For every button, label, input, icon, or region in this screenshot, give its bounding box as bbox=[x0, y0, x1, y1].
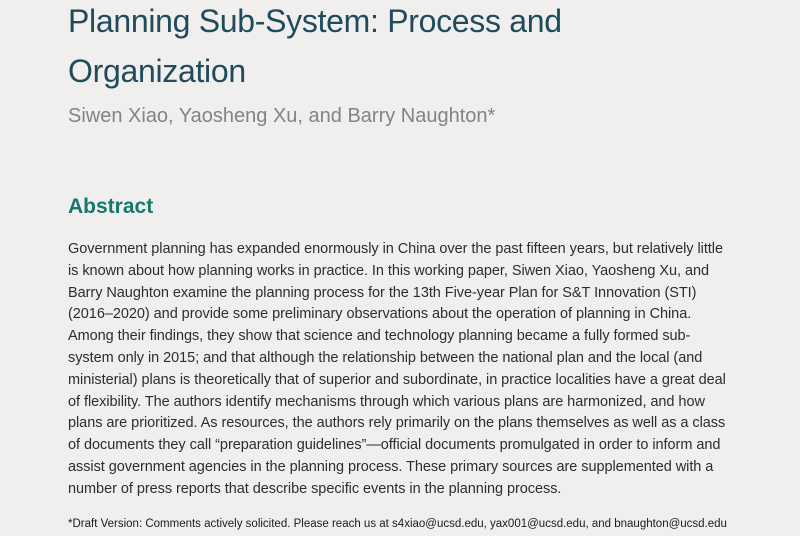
abstract-heading: Abstract bbox=[68, 195, 154, 218]
authors-line: Siwen Xiao, Yaosheng Xu, and Barry Naughton* bbox=[68, 105, 496, 127]
paper-title: Planning Sub-System: Process and Organization bbox=[68, 3, 562, 89]
abstract-text: Government planning has expanded enormously in China over the past fifteen years, but relatively little is known about how planning works in practice. In this working paper, Siwen Xiao, Yaosheng Xu, and Barry Naughton examine the planning process for the 13th Five-year Plan for S&T Innovation (STI) (2016–2020) and provide some preliminary observations about the operation of planning in China. Among their findings, they show that science and technology planning became a fully formed sub-system only in 2015; and that although the relationship between the national plan and the local (and ministerial) plans is theoretically that of superior and subordinate, in practice localities have a great deal of flexibility. The authors identify mechanisms through which various plans are harmonized, and how plans are prioritized. As resources, the authors rely primarily on the plans themselves as well as a class of documents they call “preparation guidelines”—official documents promulgated in order to inform and assist government agencies in the planning process. These primary sources are supplemented with a number of press reports that describe specific events in the planning process. bbox=[68, 241, 726, 497]
draft-footnote: *Draft Version: Comments actively solicited. Please reach us at s4xiao@ucsd.edu, yax001@ucsd.edu, and bnaughton@ucsd.edu bbox=[68, 518, 727, 530]
